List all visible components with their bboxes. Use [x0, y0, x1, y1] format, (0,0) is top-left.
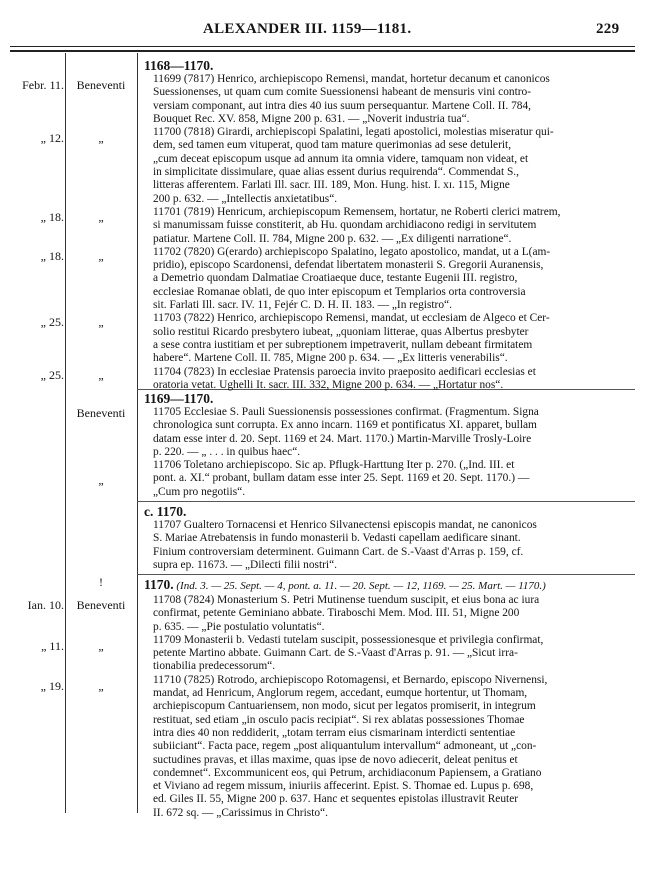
entry-line: Suessionenses, ut quam cum comite Suessionensi habeant de mensuris vini contro- [153, 86, 532, 99]
entry-date: „ 18. [40, 249, 64, 263]
entry-line: ed. Giles II. 55, Migne 200 p. 637. Hanc et sequentes epistolas illustravit Reuter [153, 793, 519, 806]
entry-line: sit. Farlati Ill. sacr. IV. 11, Fejér C. D. H. II. 183. — „In registro“. [153, 299, 452, 312]
entry-place: „ [98, 249, 104, 263]
regest-entry [144, 519, 632, 572]
running-title: ALEXANDER III. 1159—1181. [203, 21, 412, 37]
entry-line: suctudines pravas, et illas maxime, quas ipse de novo adiecerit, deleat penitus et [153, 753, 518, 766]
entry-place: „ [98, 315, 104, 329]
entry-line: restituat, sed etiam „in osculo pacis recipiat“. Si rex ablatas possessiones Thomae [153, 713, 525, 726]
entry-line: litteras afferentem. Farlati Ill. sacr. III. 189, Mon. Hung. hist. I. xɪ. 115, Migne [153, 179, 510, 192]
entry-date: „ 25. [40, 315, 64, 329]
entry-place: „ [98, 210, 104, 224]
entry-line: Bouquet Rec. XV. 858, Migne 200 p. 631. — „Noverit industria tua“. [153, 112, 470, 125]
section-heading [144, 504, 632, 519]
section [144, 504, 632, 572]
entry-line: 200 p. 632. — „Intellectis anxietatibus“. [153, 192, 338, 205]
entry-line: si manumissam fuisse constiterit, ab Hu. quondam archidiacono redigi in servitutem [153, 219, 537, 232]
entry-line: pont. a. XI.“ probant, bullam datam esse inter 25. Sept. 1169 et 20. Sept. 1170.) — [153, 472, 530, 485]
regest-entry [144, 366, 632, 393]
entry-line: chronologica sunt corrupta. Ex anno incarn. 1169 et pontificatus XI. apparet, bullam [153, 419, 537, 432]
entry-line: in simplicitate dissimulare, quae alias essent durius requirenda“. Commendat S., [153, 166, 519, 179]
regest-entry [144, 73, 632, 126]
entry-line: 11704 (7823) In ecclesiae Pratensis paroecia invito praeposito aedificari ecclesias et [153, 365, 536, 378]
entry-line: solio restitui Ricardo presbytero iubeat, „quoniam litterae, quas Albertus presbyter [153, 325, 529, 338]
regest-entry [144, 206, 632, 246]
section-separator [137, 501, 635, 502]
entry-line: 11708 (7824) Monasterium S. Petri Mutinense tuendum suscipit, et eius bona ac iura [153, 594, 540, 606]
column-divider-place [137, 53, 138, 813]
entry-line: Finium controversiam determinent. Guimann Cart. de S.-Vaast d'Arras p. 159, cf. [153, 545, 524, 558]
entry-line: 11702 (7820) G(erardo) archiepiscopo Spalatino, legato apostolico, mandat, ut a L(am- [153, 245, 551, 258]
regest-entry [144, 634, 632, 674]
entry-line: tionabilia predecessorum“. [153, 660, 276, 673]
header-rule-bottom [10, 50, 635, 52]
entry-line: dem, sed tamen eum vituperat, quod tam mature querimonias ad sese detulerit, [153, 139, 512, 152]
entry-line: pridio), episcopo Scardonensi, defendat libertatem monasterii S. Gregorii Auranensis, [153, 259, 544, 272]
running-header [0, 21, 650, 43]
regest-entry [144, 594, 632, 634]
entry-place: Beneventi [76, 406, 126, 420]
entry-place: „ [98, 131, 104, 145]
entry-line: 11700 (7818) Girardi, archiepiscopi Spalatini, legati apostolici, molestias miseratur qui- [153, 126, 554, 139]
entry-line: II. 672 sq. — „Carissimus in Christo“. [153, 806, 328, 819]
entry-line: patiatur. Martene Coll. II. 784, Migne 200 p. 632. — „Ex diligenti narratione“. [153, 232, 512, 245]
entry-line: „Cum pro negotiis“. [153, 485, 246, 498]
entry-line: 11710 (7825) Rotrodo, archiepiscopo Rotomagensi, et Bernardo, episcopo Nivernensi, [153, 673, 548, 686]
entry-line: archiepiscopum Cantuariensem, non modo, sicut per legatos promiserit, in integrum [153, 700, 536, 713]
entry-line: oratoria vetat. Ughelli It. sacr. III. 332, Migne 200 p. 634. — „Hortatur nos“. [153, 378, 504, 391]
entry-line: 11709 Monasterii b. Vedasti tutelam suscipit, possessionesque et privilegia confirmat, [153, 633, 544, 646]
entry-date: „ 18. [40, 210, 64, 224]
entry-line: a Demetrio quondam Dalmatiae Croatiaeque duce, testante Eugenii III. registro, [153, 272, 518, 285]
entry-place: „ [98, 639, 104, 653]
section-heading [144, 391, 632, 406]
section-subheading: (Ind. 3. — 25. Sept. — 4, pont. a. 11. — 20. Sept. — 12, 1169. — 25. Mart. — 1170.) [173, 580, 546, 592]
entry-place: „ [98, 368, 104, 382]
entry-date: „ 25. [40, 368, 64, 382]
entry-line: confirmat, petente Geminiano abbate. Tiraboschi Mem. Mod. III. 51, Migne 200 [153, 607, 520, 620]
section [144, 58, 632, 392]
entry-line: supra ep. 11673. — „Dilecti filii nostri“. [153, 558, 338, 571]
section [144, 391, 632, 499]
entry-line: petente Martino abbate. Guimann Cart. de S.-Vaast d'Arras p. 91. — „Sicut irra- [153, 647, 518, 660]
regest-entry [144, 312, 632, 365]
entry-line: 11701 (7819) Henricum, archiepiscopum Remensem, hortatur, ne Roberti clerici matrem, [153, 205, 561, 218]
entry-date: „ 12. [40, 131, 64, 145]
regest-entry [144, 246, 632, 312]
entry-place: „ [98, 679, 104, 693]
entry-place: Beneventi [76, 598, 126, 612]
entry-line: et Viviano ad regem missum, iniuriis affecerint. Epist. S. Thomae ed. Lupus p. 698, [153, 780, 534, 793]
entry-place: „ [98, 473, 104, 487]
entry-line: 11707 Gualtero Tornacensi et Henrico Silvanectensi episcopis mandat, ne canonicos [153, 519, 537, 531]
entry-line: intra dies 40 non reddiderit, „totam terram eius cismarinam interdicti sententiae [153, 726, 516, 739]
entry-line: condemnet“. Excommunicent eos, qui Petrum, archidiaconum Papiensem, a Gratiano [153, 766, 542, 779]
entry-line: datam esse inter d. 20. Sept. 1169 et 24. Mart. 1170.) Martin-Marville Trosly-Loire [153, 432, 532, 445]
entry-line: S. Mariae Atrebatensis in fundo monasterii b. Vedasti capellam aedificare sinant. [153, 532, 521, 545]
header-rule-top [10, 46, 635, 47]
section-heading [144, 58, 632, 73]
entry-line: a sese contra iustitiam et per subreptionem impetraverit, nullam debeant firmitatem [153, 338, 533, 351]
page-number: 229 [596, 21, 620, 37]
entry-line: versiam componant, aut intra dies 40 ius suum persequantur. Martene Coll. II. 784, [153, 99, 532, 112]
entry-date: „ 11. [41, 639, 64, 653]
section-heading-text: 1169—1170. [144, 391, 214, 406]
section [144, 577, 632, 820]
entry-line: p. 220. — „ . . . in quibus haec“. [153, 445, 301, 458]
section-heading-text: 1170. [144, 577, 174, 592]
entry-line: „cum deceat episcopum usque ad annum ita omnia videre, tamquam non videat, et [153, 152, 529, 165]
entry-date: „ 19. [40, 679, 64, 693]
regest-entry [144, 459, 632, 499]
entry-line: p. 635. — „Pie postulatio voluntatis“. [153, 620, 325, 633]
entry-line: mandat, ad Henricum, Anglorum regem, accedant, eumque hortentur, ut Thomam, [153, 687, 528, 700]
regest-entry [144, 126, 632, 206]
entry-line: 11705 Ecclesiae S. Pauli Suessionensis possessiones confirmat. (Fragmentum. Signa [153, 406, 539, 418]
entry-date: Febr. 11. [22, 78, 64, 92]
section-heading [144, 577, 632, 594]
entry-line: ecclesiae Romanae oblati, de quo inter episcopum et Templarios orta controversia [153, 285, 526, 298]
section-heading-text: 1168—1170. [144, 58, 214, 73]
section-separator [137, 574, 635, 575]
regest-entry [144, 406, 632, 459]
entry-line: habere“. Martene Coll. II. 785, Migne 200 p. 634. — „Ex litteris venerabilis“. [153, 352, 508, 365]
entry-line: 11699 (7817) Henrico, archiepiscopo Remensi, mandat, hortetur decanum et canonicos [153, 73, 550, 85]
entry-place: Beneventi [76, 78, 126, 92]
section-heading-text: c. 1170. [144, 504, 187, 519]
entry-date: Ian. 10. [27, 598, 64, 612]
entry-line: subiiciant“. Facta pace, regem „post aliquantulum intervallum“ admoneant, ut „con- [153, 740, 537, 753]
entry-line: 11706 Toletano archiepiscopo. Sic ap. Pflugk-Harttung Iter p. 270. („Ind. III. et [153, 459, 515, 472]
regest-entry [144, 674, 632, 820]
entry-place: ! [99, 575, 103, 589]
entry-line: 11703 (7822) Henrico, archiepiscopo Remensi, mandat, ut ecclesiam de Algeco et Cer- [153, 312, 550, 325]
column-divider-date [65, 53, 66, 813]
